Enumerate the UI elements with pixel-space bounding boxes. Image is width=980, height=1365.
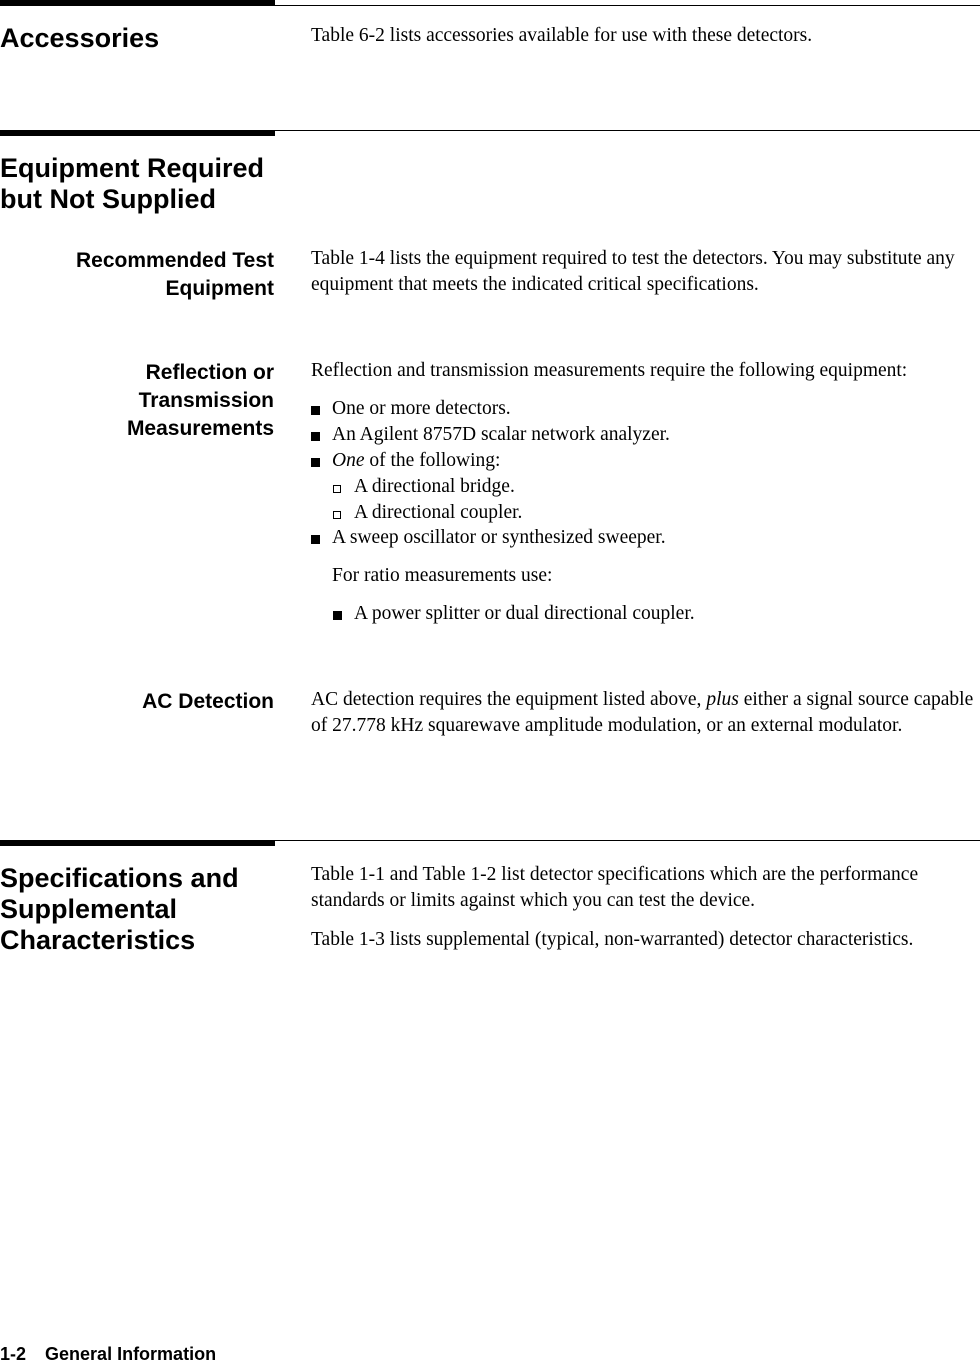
sub-list-item-text: A directional bridge.: [354, 476, 515, 497]
hollow-square-bullet-icon: [333, 485, 341, 493]
list-item: [311, 396, 979, 422]
list-item-text: of the following:: [364, 450, 501, 471]
hollow-square-bullet-icon: [333, 511, 341, 519]
ac-detection-content: [311, 687, 979, 739]
reflection-transmission-content: [311, 358, 979, 627]
recommended-test-equipment-heading: Recommended Test Equipment: [76, 249, 274, 300]
equipment-list: [311, 396, 979, 474]
list-item-text: A sweep oscillator or synthesized sweeper.: [332, 527, 666, 548]
reflection-transmission-heading: Reflection or Transmission Measurements: [126, 361, 274, 440]
filled-square-bullet-icon: [333, 611, 342, 620]
recommended-test-equipment-text: [311, 246, 979, 298]
list-item-text: A power splitter or dual directional coupler.: [354, 603, 695, 624]
filled-square-bullet-icon: [311, 406, 320, 415]
filled-square-bullet-icon: [311, 535, 320, 544]
specifications-heading: Specifications and Supplemental Characteristics: [0, 863, 239, 955]
list-item: [311, 448, 979, 474]
sub-list-item: [311, 474, 979, 500]
ac-detection-heading: AC Detection: [142, 690, 274, 713]
section-rule-thin: [275, 130, 980, 131]
accessories-paragraph: Table 6-2 lists accessories available for use with these detectors.: [311, 25, 813, 46]
ac-text-after: either a signal source capable of 27.778 kHz squarewave amplitude modulation, or an external modulator.: [311, 689, 974, 736]
specifications-content: [311, 862, 979, 953]
section-rule-thick: [0, 0, 275, 6]
equipment-list-continued: [311, 525, 979, 551]
sub-list-item: [311, 500, 979, 526]
section-rule-thin: [275, 5, 980, 6]
ac-detection-paragraph: [311, 687, 979, 739]
ratio-list: [311, 601, 979, 627]
specifications-paragraph-2: Table 1-3 lists supplemental (typical, non-warranted) detector characteristics.: [311, 929, 914, 950]
section-rule-thick: [0, 130, 275, 136]
list-item: [311, 422, 979, 448]
chapter-title: General Information: [45, 1344, 217, 1364]
ratio-text: For ratio measurements use:: [332, 565, 553, 586]
list-item-text: One or more detectors.: [332, 398, 511, 419]
section-rule-thin: [275, 840, 980, 841]
accessories-text: [311, 23, 979, 49]
specifications-paragraph-1: Table 1-1 and Table 1-2 list detector specifications which are the performance standards or limits against which you can test the device.: [311, 864, 919, 911]
filled-square-bullet-icon: [311, 458, 320, 467]
emphasis-one: One: [332, 450, 365, 471]
filled-square-bullet-icon: [311, 432, 320, 441]
list-item: [311, 525, 979, 551]
reflection-intro: Reflection and transmission measurements require the following equipment:: [311, 360, 908, 381]
recommended-paragraph: Table 1-4 lists the equipment required to test the detectors. You may substitute any equipment that meets the indicated critical specifications.: [311, 248, 955, 295]
list-item: [333, 601, 979, 627]
sub-list: [311, 474, 979, 525]
equipment-heading: Equipment Required but Not Supplied: [0, 153, 265, 214]
list-item-text: An Agilent 8757D scalar network analyzer.: [332, 424, 670, 445]
section-rule-thick: [0, 840, 275, 846]
emphasis-plus: plus: [706, 689, 739, 710]
page-number: 1-2: [0, 1344, 27, 1364]
accessories-heading: Accessories: [0, 23, 160, 53]
ac-text-before: AC detection requires the equipment listed above,: [311, 689, 707, 710]
sub-list-item-text: A directional coupler.: [354, 501, 523, 523]
